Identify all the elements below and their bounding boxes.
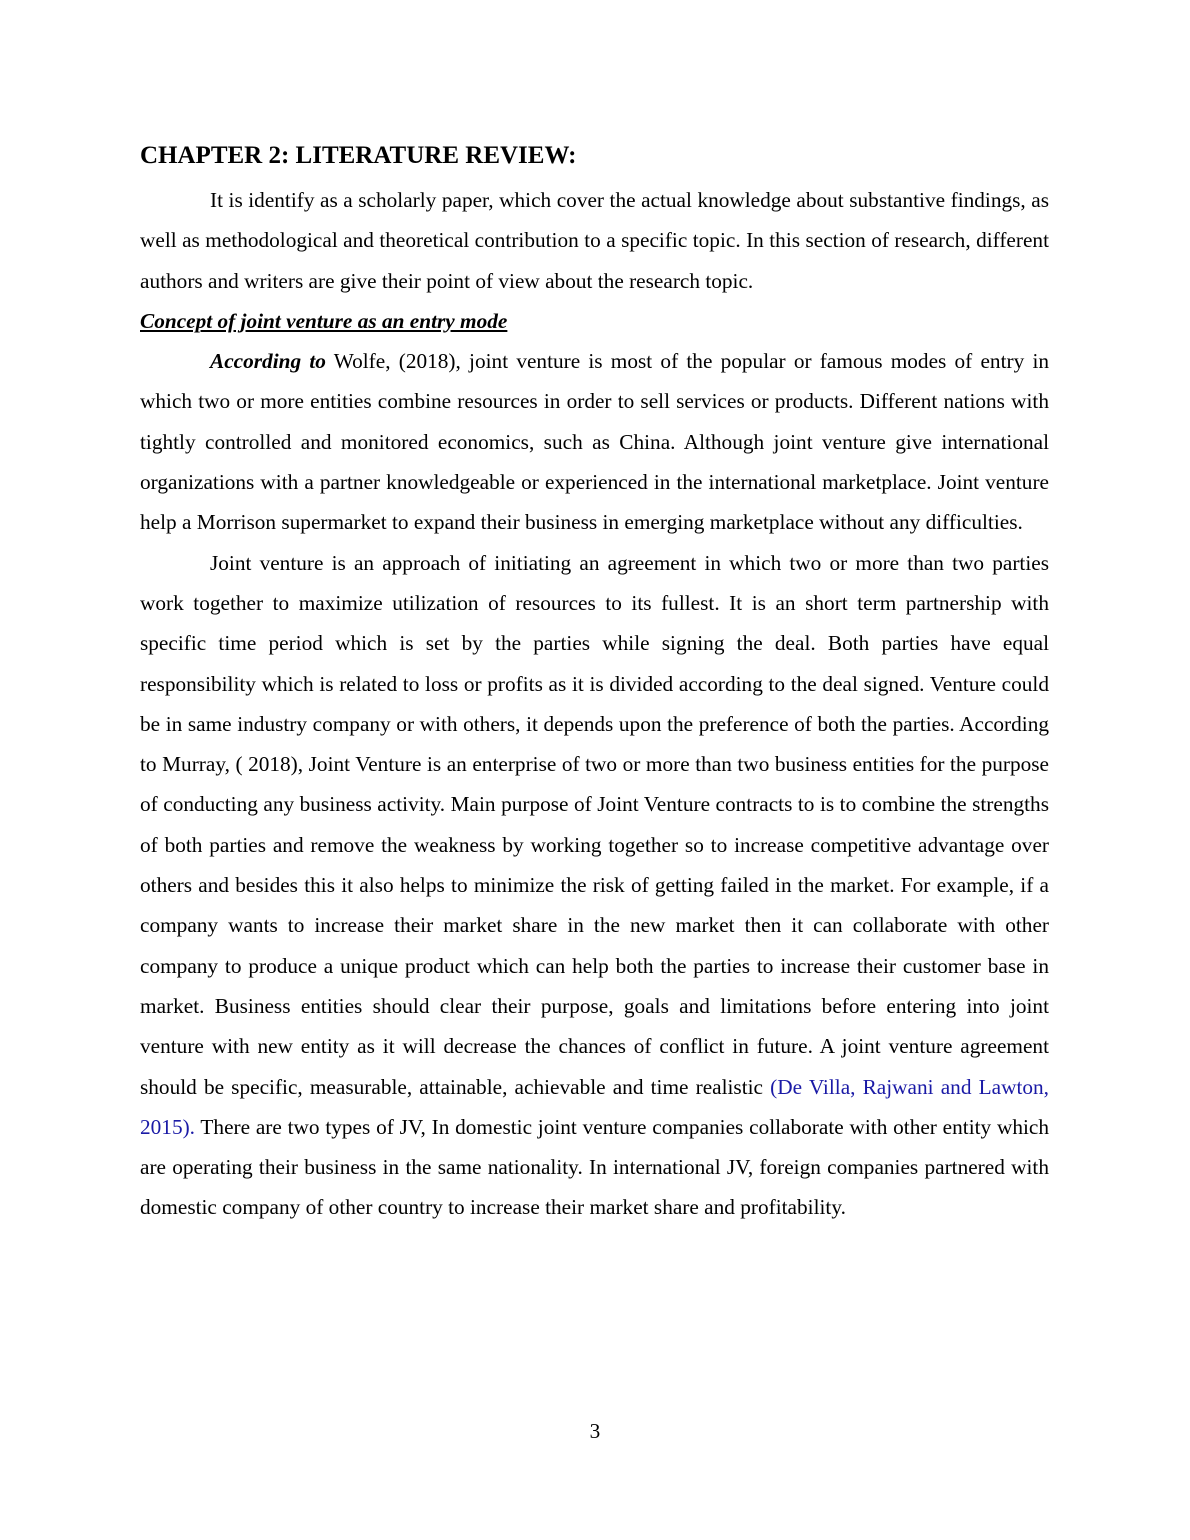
section-heading: Concept of joint venture as an entry mode <box>140 308 508 333</box>
citation-link: (De Villa, Rajwani and Lawton, 2015). <box>140 1074 1049 1139</box>
page-number: 3 <box>589 1419 601 1443</box>
paragraph-2-continuation: There are two types of JV, In domestic joint venture companies collaborate with other entity which are operating their business in the same nationality. In international JV, foreign companies partnered with domestic company of other country to increase their market share and profitability. <box>140 1114 1049 1220</box>
chapter-title: CHAPTER 2: LITERATURE REVIEW: <box>140 142 577 169</box>
paragraph-1-lead: According to <box>210 349 326 374</box>
document-page <box>140 138 1049 1228</box>
paragraph-2-text: Joint venture is an approach of initiating an agreement in which two or more than two parties work together to maximize utilization of resources to its fullest. It is an short term partnership with specific time period which is set by the parties while signing the deal. Both parties have equal responsibility which is related to loss or profits as it is divided according to the deal signed. Venture could be in same industry company or with others, it depends upon the preference of both the parties. According to Murray, ( 2018), Joint Venture is an enterprise of two or more than two business entities for the purpose of conducting any business activity. Main purpose of Joint Venture contracts to is to combine the strengths of both parties and remove the weakness by working together so to increase competitive advantage over others and besides this it also helps to minimize the risk of getting failed in the market. For example, if a company wants to increase their market share in the new market then it can collaborate with other company to produce a unique product which can help both the parties to increase their customer base in market. Business entities should clear their purpose, goals and limitations before entering into joint venture with new entity as it will decrease the chances of conflict in future. A joint venture agreement should be specific, measurable, attainable, achievable and time realistic <box>140 550 1049 1099</box>
paragraph-1-body: Wolfe, (2018), joint venture is most of the popular or famous modes of entry in which two or more entities combine resources in order to sell services or products. Different nations with tightly controlled and monitored economics, such as China. Although joint venture give international organizations with a partner knowledgeable or experienced in the international marketplace. Joint venture help a Morrison supermarket to expand their business in emerging marketplace without any difficulties. <box>140 349 1050 535</box>
intro-paragraph: It is identify as a scholarly paper, which cover the actual knowledge about substantive findings, as well as methodological and theoretical contribution to a specific topic. In this section of research, different authors and writers are give their point of view about the research topic. <box>140 188 1049 293</box>
paragraph-1 <box>140 341 1049 542</box>
paragraph-2 <box>140 543 1049 1228</box>
